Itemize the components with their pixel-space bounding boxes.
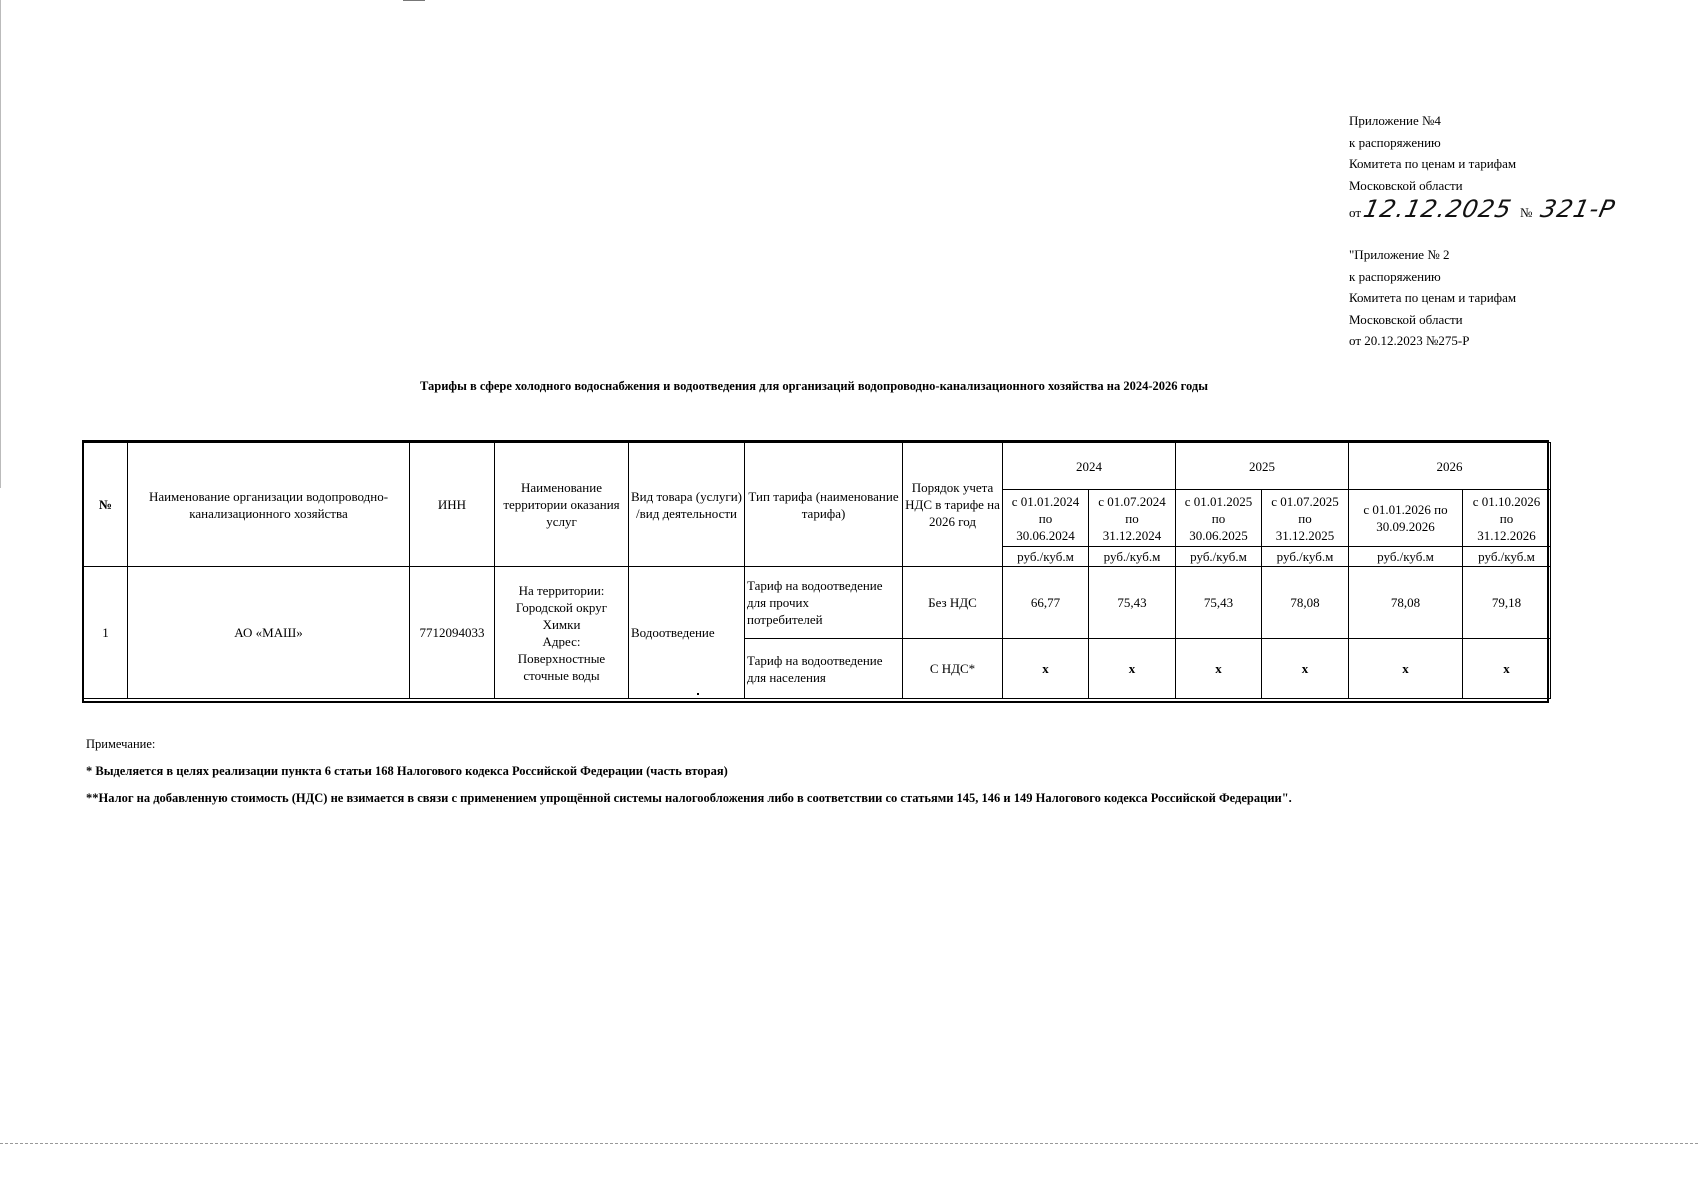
header-year-2025: 2025 (1176, 443, 1349, 490)
note-2: **Налог на добавленную стоимость (НДС) не взимается в связи с применением упрощённой системы налогообложения либо в соответствии со статьями 145, 146 и 149 Налогового кодекса Российской Федерации". (86, 791, 1292, 805)
appendix-current-date-line (1349, 195, 1618, 226)
tariff-value: 79,18 (1463, 567, 1551, 639)
period-3: с 01.01.2025 по 30.06.2025 (1176, 490, 1262, 547)
period-2: с 01.07.2024 по 31.12.2024 (1089, 490, 1176, 547)
scan-edge-bottom (0, 1143, 1698, 1144)
row-inn: 7712094033 (410, 567, 495, 699)
row-num: 1 (84, 567, 128, 699)
period-5: с 01.01.2026 по 30.09.2026 (1349, 490, 1463, 547)
tariff-value: х (1176, 639, 1262, 699)
tariff-value: 66,77 (1003, 567, 1089, 639)
tariff-name-population: Тариф на водоотведение для населения (745, 639, 903, 699)
document-title: Тарифы в сфере холодного водоснабжения и водоотведения для организаций водопроводно-канализационного хозяйства на 2024-2026 годы (420, 379, 1208, 393)
unit-1: руб./куб.м (1003, 547, 1089, 567)
row-territory: На территории: Городской округ Химки Адрес: Поверхностные сточные воды (495, 567, 629, 699)
scan-edge-top (403, 0, 425, 1)
header-territory: Наименование территории оказания услуг (495, 443, 629, 567)
appendix-current-block (1349, 110, 1618, 226)
scan-speck (697, 693, 699, 695)
tariff-value: х (1262, 639, 1349, 699)
unit-3: руб./куб.м (1176, 547, 1262, 567)
appendix-current-line4: Московской области (1349, 177, 1463, 193)
period-6: с 01.10.2026 по 31.12.2026 (1463, 490, 1551, 547)
period-4: с 01.07.2025 по 31.12.2025 (1262, 490, 1349, 547)
header-year-2024: 2024 (1003, 443, 1176, 490)
tariff-value: х (1349, 639, 1463, 699)
period-1: с 01.01.2024 по 30.06.2024 (1003, 490, 1089, 547)
header-inn: ИНН (410, 443, 495, 567)
appendix-original-line4: Московской области (1349, 311, 1463, 327)
tariff-vat-population: С НДС* (903, 639, 1003, 699)
tariff-value: 75,43 (1089, 567, 1176, 639)
note-1: * Выделяется в целях реализации пункта 6 статьи 168 Налогового кодекса Российской Федерации (часть вторая) (86, 764, 728, 778)
tariff-value: 78,08 (1349, 567, 1463, 639)
handwritten-date: 12.12.2025 (1361, 195, 1515, 223)
header-tariff-type: Тип тарифа (наименование тарифа) (745, 443, 903, 567)
appendix-current-line2: к распоряжению (1349, 134, 1441, 150)
tariff-value: х (1003, 639, 1089, 699)
unit-4: руб./куб.м (1262, 547, 1349, 567)
appendix-original-title: "Приложение № 2 (1349, 247, 1450, 262)
appendix-original-block (1349, 244, 1516, 352)
tariffs-table (83, 442, 1551, 699)
tariff-value: 75,43 (1176, 567, 1262, 639)
handwritten-number: 321-Р (1537, 195, 1618, 223)
tariff-value: х (1463, 639, 1551, 699)
table-row (84, 567, 1551, 639)
appendix-original-line3: Комитета по ценам и тарифам (1349, 290, 1517, 305)
row-org-name: АО «МАШ» (128, 567, 410, 699)
row-service: Водоотведение (629, 567, 745, 699)
appendix-current-title: Приложение №4 (1349, 113, 1441, 128)
header-year-2026: 2026 (1349, 443, 1551, 490)
from-prefix: от (1349, 205, 1362, 220)
notes-block (86, 731, 1292, 812)
header-num: № (84, 443, 128, 567)
unit-2: руб./куб.м (1089, 547, 1176, 567)
appendix-original-line5: от 20.12.2023 №275-Р (1349, 333, 1470, 348)
appendix-current-line3: Комитета по ценам и тарифам (1349, 156, 1517, 171)
tariff-vat-other: Без НДС (903, 567, 1003, 639)
header-org-name: Наименование организации водопроводно-канализационного хозяйства (128, 443, 410, 567)
unit-6: руб./куб.м (1463, 547, 1551, 567)
tariff-name-other: Тариф на водоотведение для прочих потребителей (745, 567, 903, 639)
notes-heading: Примечание: (86, 737, 156, 751)
header-service-type: Вид товара (услуги) /вид деятельности (629, 443, 745, 567)
tariff-value: х (1089, 639, 1176, 699)
appendix-original-line2: к распоряжению (1349, 268, 1441, 284)
scan-edge-left (0, 0, 1, 488)
header-vat-order: Порядок учета НДС в тарифе на 2026 год (903, 443, 1003, 567)
tariff-value: 78,08 (1262, 567, 1349, 639)
unit-5: руб./куб.м (1349, 547, 1463, 567)
number-sign: № (1519, 205, 1533, 220)
